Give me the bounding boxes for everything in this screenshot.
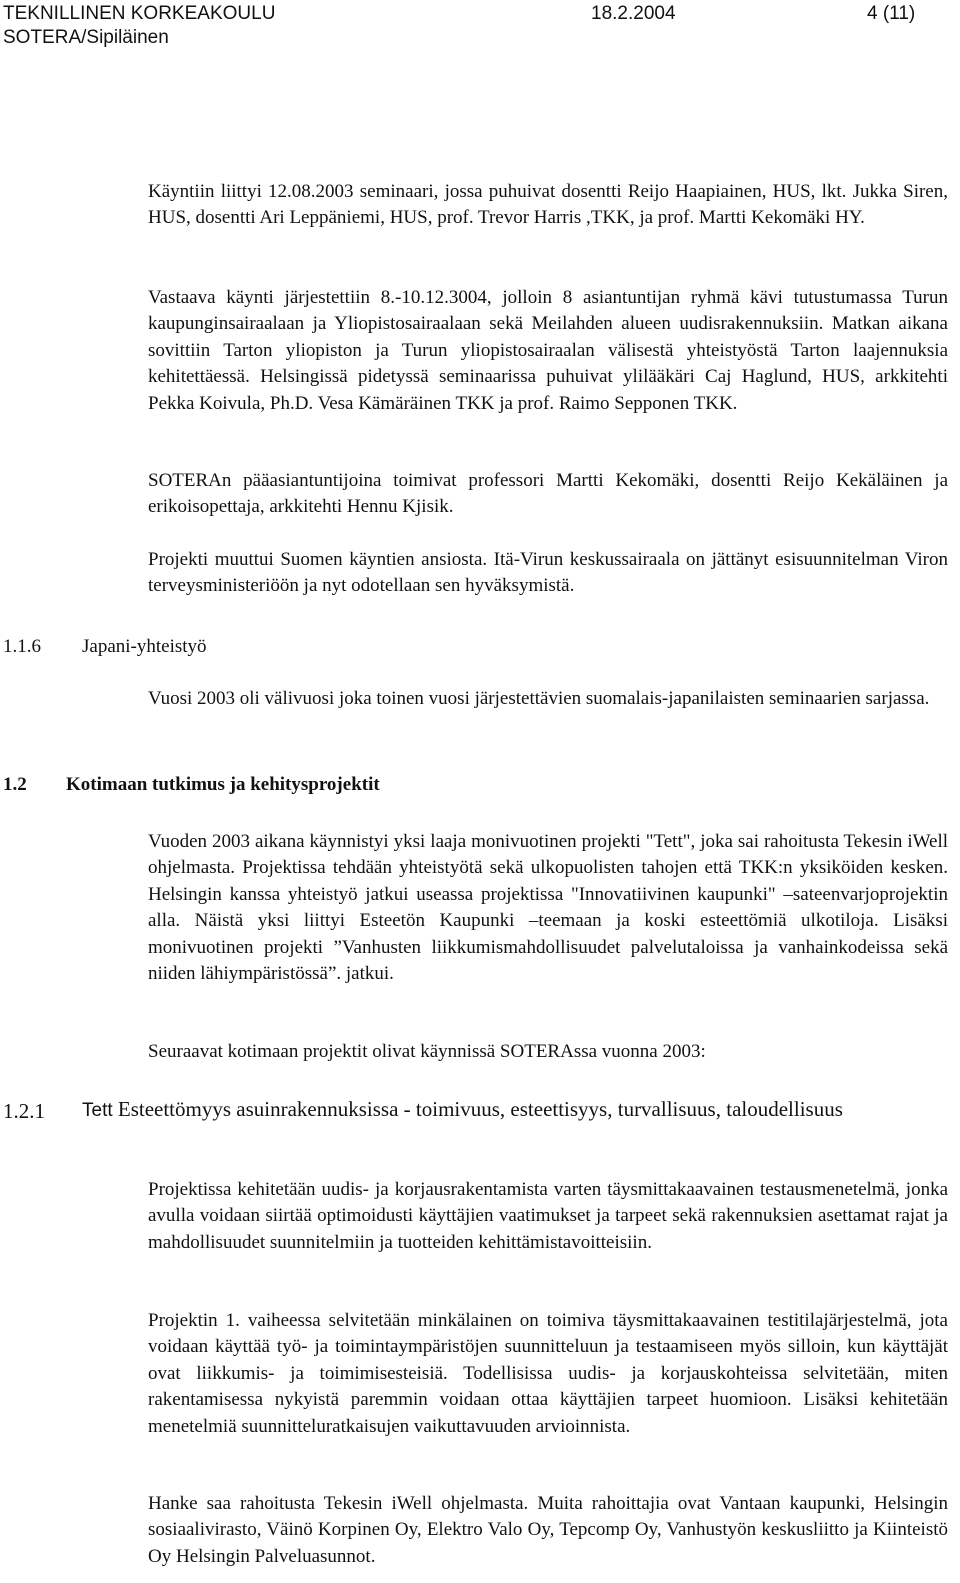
paragraph-seminar: Käyntiin liittyi 12.08.2003 seminaari, jossa puhuivat dosentti Reijo Haapiainen, HUS, lkt. Jukka Siren, HUS, dosentti Ari Leppäniemi, HUS, prof. Trevor Harris ,TKK, ja prof. Martti Kekomäki HY. — [148, 181, 948, 229]
heading-1-1-6-number: 1.1.6 — [3, 636, 41, 657]
paragraph-project-change: Projekti muuttui Suomen käyntien ansiosta. Itä-Virun keskussairaala on jättänyt esisuunnitelman Viron terveysministeriöön ja nyt odotellaan sen hyväksymistä. — [148, 549, 948, 597]
header-date: 18.2.2004 — [591, 3, 676, 24]
heading-1-2-1-text: Esteettömyys asuinrakennuksissa - toimivuus, esteettisyys, turvallisuus, taloudellisuus — [117, 1097, 843, 1121]
heading-1-2-title: Kotimaan tutkimus ja kehitysprojektit — [66, 774, 380, 795]
heading-1-2-1-prefix: Tett — [82, 1100, 113, 1121]
heading-1-1-6-title: Japani-yhteistyö — [82, 636, 207, 657]
header-page-number: 4 (11) — [867, 3, 916, 24]
paragraph-experts: SOTERAn pääasiantuntijoina toimivat professori Martti Kekomäki, dosentti Reijo Kekäläinen ja erikoisopettaja, arkkitehti Hennu Kjisik. — [148, 470, 948, 518]
header-subtitle: SOTERA/Sipiläinen — [3, 27, 169, 48]
header-org: TEKNILLINEN KORKEAKOULU — [3, 3, 276, 24]
paragraph-turku-visit: Vastaava käynti järjestettiin 8.-10.12.3004, jolloin 8 asiantuntijan ryhmä kävi tutustumassa Turun kaupunginsairaalaan ja Yliopistosairaalaan sekä Meilahden alueen uudisrakennuksiin. Matkan aikana sovittiin Tarton yliopiston ja Turun yliopistosairaalan välisestä yhteistyöstä Tarton laajennuksia kehitettäessä. Helsingissä pidetyssä seminaarissa puhuivat ylilääkäri Caj Haglund, HUS, arkkitehti Pekka Koivula, Ph.D. Vesa Kämäräinen TKK ja prof. Raimo Sepponen TKK. — [148, 287, 948, 414]
heading-1-2-1-number: 1.2.1 — [3, 1099, 45, 1123]
heading-1-2-1-title — [82, 1094, 948, 1126]
paragraph-domestic-projects: Seuraavat kotimaan projektit olivat käynnissä SOTERAssa vuonna 2003: — [148, 1041, 706, 1062]
paragraph-test-method: Projektissa kehitetään uudis- ja korjausrakentamista varten täysmittakaavainen testausmenetelmä, jonka avulla voidaan siirtää optimoidusti käyttäjien vaatimukset ja tarpeet sekä rakennuksien asettamat rajat ja mahdollisuudet suunnitelmiin ja tuotteiden kehittämistavoitteisiin. — [148, 1179, 948, 1253]
paragraph-funding: Hanke saa rahoitusta Tekesin iWell ohjelmasta. Muita rahoittajia ovat Vantaan kaupunki, Helsingin sosiaalivirasto, Väinö Korpinen Oy, Elektro Valo Oy, Tepcomp Oy, Vanhustyön keskusliitto ja Kiinteistö Oy Helsingin Palveluasunnot. — [148, 1493, 948, 1567]
heading-1-2-number: 1.2 — [3, 774, 27, 795]
paragraph-phase-one: Projektin 1. vaiheessa selvitetään minkälainen on toimiva täysmittakaavainen testitilajärjestelmä, jota voidaan käyttää työ- ja toimintaympäristöjen suunnitteluun ja testaamiseen myös silloin, kun käyttäjät ovat liikkumis- ja toimimisesteisiä. Todellisissa uudis- ja korjauskohteissa selvitetään, miten rakentamisessa nykyistä paremmin voidaan ottaa käyttäjien tarpeet huomioon. Lisäksi kehitetään menetelmiä suunnitteluratkaisujen vaikuttavuuden arvioinnista. — [148, 1310, 948, 1437]
paragraph-japan: Vuosi 2003 oli välivuosi joka toinen vuosi järjestettävien suomalais-japanilaisten seminaarien sarjassa. — [148, 688, 930, 709]
paragraph-tett-project: Vuoden 2003 aikana käynnistyi yksi laaja monivuotinen projekti "Tett", joka sai rahoitusta Tekesin iWell ohjelmasta. Projektissa tehdään yhteistyötä sekä ulkopuolisten tahojen että TKK:n yksiköiden kesken. Helsingin kanssa yhteistyö jatkui useassa projektissa "Innovatiivinen kaupunki" –sateenvarjoprojektin alla. Näistä yksi liittyi Esteetön Kaupunki –teemaan ja koski esteettömiä ulkotiloja. Lisäksi monivuotinen projekti ”Vanhusten liikkumismahdollisuudet palvelutaloissa ja vanhainkodeissa sekä niiden lähiympäristössä”. jatkui. — [148, 831, 948, 985]
